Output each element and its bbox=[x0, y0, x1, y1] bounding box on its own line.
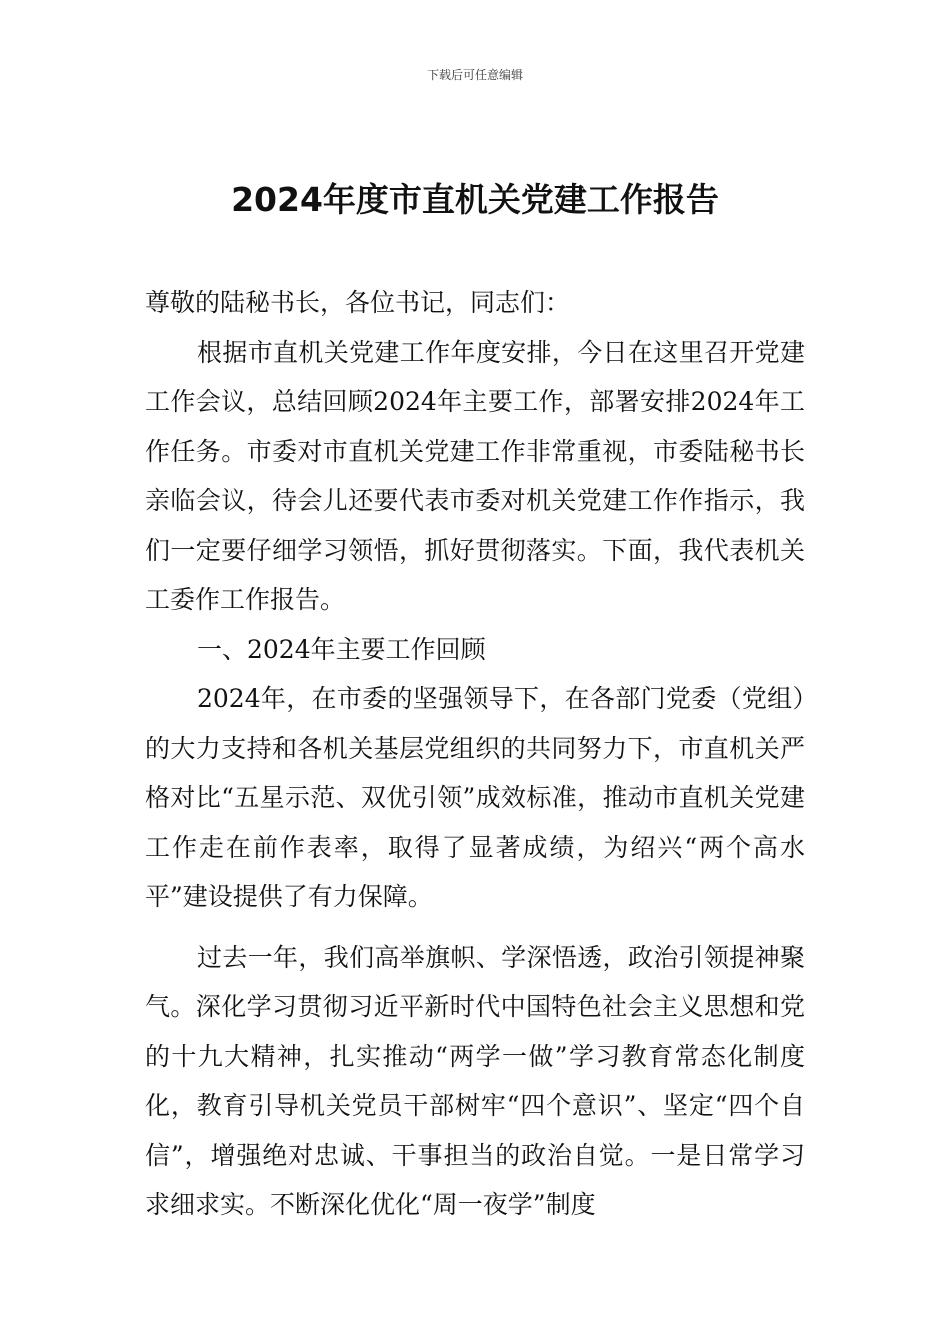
paragraph-intro: 根据市直机关党建工作年度安排，今日在这里召开党建工作会议，总结回顾2024年主要工作，部署安排2024年工作任务。市委对市直机关党建工作非常重视，市委陆秘书长亲临会议，待会儿还要代表市委对机关党建工作作指示，我们一定要仔细学习领悟，抓好贯彻落实。下面，我代表机关工委作工作报告。 bbox=[145, 337, 805, 614]
paragraph-review: 过去一年，我们高举旗帜、学深悟透，政治引领提神聚气。深化学习贯彻习近平新时代中国特色社会主义思想和党的十九大精神，扎实推动“两学一做”学习教育常态化制度化，教育引导机关党员干部树牢“四个意识”、坚定“四个自信”，增强绝对忠诚、干事担当的政治自觉。一是日常学习求细求实。不断深化优化“周一夜学”制度 bbox=[145, 942, 805, 1219]
section-heading: 一、2024年主要工作回顾 bbox=[197, 634, 486, 664]
document-title: 2024年度市直机关党建工作报告 bbox=[231, 180, 719, 219]
document-body bbox=[145, 278, 805, 1230]
header-note: 下载后可任意编辑 bbox=[426, 68, 523, 82]
paragraph-summary: 2024年，在市委的坚强领导下，在各部门党委（党组）的大力支持和各机关基层党组织的共同努力下，市直机关严格对比“五星示范、双优引领”成效标准，推动市直机关党建工作走在前作表率，取得了显著成绩，为绍兴“两个高水平”建设提供了有力保障。 bbox=[145, 684, 805, 911]
salutation: 尊敬的陆秘书长，各位书记，同志们： bbox=[145, 288, 571, 317]
